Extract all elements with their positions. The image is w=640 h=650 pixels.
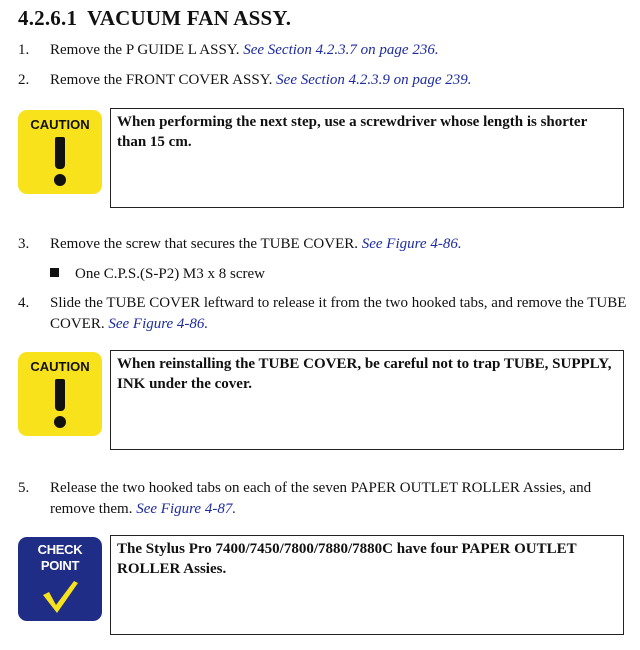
exclamation-icon: [55, 137, 65, 169]
step-number: 1.: [18, 42, 30, 58]
step-3: [18, 234, 628, 255]
section-link[interactable]: See Section 4.2.3.9 on page 239.: [276, 72, 472, 88]
check-label-line2: POINT: [40, 558, 80, 573]
square-bullet-icon: [50, 268, 59, 277]
section-heading: [18, 6, 291, 31]
step-text: Remove the FRONT COVER ASSY.: [50, 72, 277, 88]
caution-text: When performing the next step, use a screwdriver whose length is shorter than 15 cm.: [117, 114, 587, 150]
step-number: 2.: [18, 72, 30, 88]
step-text: Remove the P GUIDE L ASSY.: [50, 42, 244, 58]
caution-note-2: [110, 350, 624, 450]
check-point-icon: [18, 537, 102, 621]
caution-note-1: [110, 108, 624, 208]
figure-link[interactable]: See Figure 4-86.: [108, 316, 209, 332]
check-point-note: [110, 535, 624, 635]
section-link[interactable]: See Section 4.2.3.7 on page 236.: [243, 42, 439, 58]
caution-label: CAUTION: [30, 359, 90, 374]
caution-label: CAUTION: [30, 117, 90, 132]
exclamation-dot: [54, 174, 66, 186]
caution-text: When reinstalling the TUBE COVER, be careful not to trap TUBE, SUPPLY, INK under the cover.: [117, 356, 612, 392]
step-5: [18, 478, 628, 520]
step-text: Remove the screw that secures the TUBE COVER.: [50, 236, 362, 252]
check-label-line1: CHECK: [37, 542, 83, 557]
section-number: 4.2.6.1: [18, 6, 78, 30]
checkmark-icon: [40, 579, 80, 615]
step-number: 5.: [18, 480, 30, 496]
step-2: [18, 70, 628, 91]
step-4: [18, 293, 628, 335]
screw-bullet: [50, 264, 265, 285]
check-point-text: The Stylus Pro 7400/7450/7800/7880/7880C have four PAPER OUTLET ROLLER Assies.: [117, 541, 577, 577]
exclamation-dot: [54, 416, 66, 428]
section-title: VACUUM FAN ASSY.: [87, 6, 292, 30]
figure-link[interactable]: See Figure 4-86.: [361, 236, 462, 252]
step-number: 4.: [18, 295, 30, 311]
step-text: Release the two hooked tabs on each of the seven PAPER OUTLET ROLLER Assies, and remove them.: [50, 480, 592, 517]
step-1: [18, 40, 628, 61]
figure-link[interactable]: See Figure 4-87.: [136, 501, 237, 517]
caution-icon: [18, 110, 102, 194]
bullet-text: One C.P.S.(S-P2) M3 x 8 screw: [75, 266, 266, 282]
step-text: Slide the TUBE COVER leftward to release it from the two hooked tabs, and remove the TUBE COVER.: [50, 295, 627, 332]
caution-icon: [18, 352, 102, 436]
step-number: 3.: [18, 236, 30, 252]
exclamation-icon: [55, 379, 65, 411]
check-point-label: [18, 542, 102, 574]
